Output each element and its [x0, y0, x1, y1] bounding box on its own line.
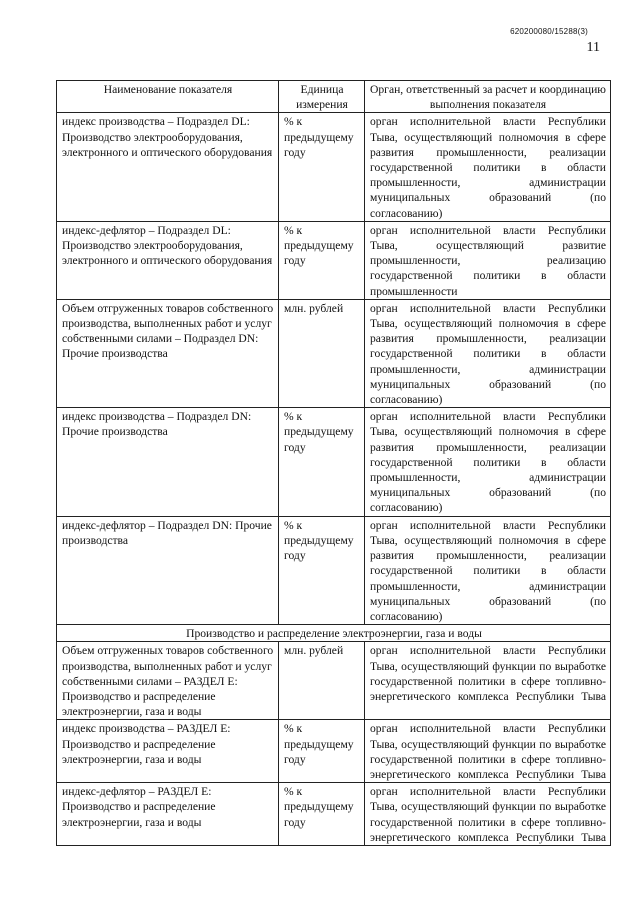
responsible-organ: орган исполнительной власти Республики Тыва, осуществляющий полномочия в сфере развития промышленности, реализации государственной политики в области промышленности, администрации муниципальных образований (по согласованию) [365, 408, 611, 516]
indicator-unit: % к предыдущему году [279, 221, 365, 299]
responsible-organ: орган исполнительной власти Республики Тыва, осуществляющий полномочия в сфере развития промышленности, реализации государственной политики в области промышленности, администрации муниципальных образований (по согласованию) [365, 516, 611, 624]
table-row [57, 221, 611, 299]
responsible-organ: орган исполнительной власти Республики Тыва, осуществляющий функции по выработке государственной политики в сфере топливно-энергетического комплекса Республики Тыва [365, 720, 611, 783]
document-code: 620200080/15288(3) [510, 27, 588, 36]
table-row [57, 408, 611, 516]
section-title: Производство и распределение электроэнергии, газа и воды [57, 625, 611, 642]
table-header-row [57, 81, 611, 113]
column-header-name: Наименование показателя [57, 81, 279, 113]
indicator-unit: % к предыдущему году [279, 113, 365, 221]
indicator-name: индекс производства – Подраздел DN: Прочие производства [57, 408, 279, 516]
section-header-row [57, 625, 611, 642]
indicator-name: индекс производства – РАЗДЕЛ Е: Производство и распределение электроэнергии, газа и воды [57, 720, 279, 783]
table-row [57, 783, 611, 846]
indicator-name: индекс-дефлятор – Подраздел DL: Производство электрооборудования, электронного и оптического оборудования [57, 221, 279, 299]
indicator-name: Объем отгруженных товаров собственного производства, выполненных работ и услуг собственными силами – РАЗДЕЛ Е: Производство и распределение электроэнергии, газа и воды [57, 642, 279, 720]
indicator-name: Объем отгруженных товаров собственного производства, выполненных работ и услуг собственными силами – Подраздел DN: Прочие производства [57, 299, 279, 407]
responsible-organ: орган исполнительной власти Республики Тыва, осуществляющий полномочия в сфере развития промышленности, реализации государственной политики в области промышленности, администрации муниципальных образований (по согласованию) [365, 299, 611, 407]
indicator-unit: % к предыдущему году [279, 720, 365, 783]
indicators-table [56, 80, 611, 846]
indicator-unit: % к предыдущему году [279, 783, 365, 846]
indicator-unit: млн. рублей [279, 642, 365, 720]
indicator-unit: млн. рублей [279, 299, 365, 407]
indicator-unit: % к предыдущему году [279, 516, 365, 624]
responsible-organ: орган исполнительной власти Республики Тыва, осуществляющий функции по выработке государственной политики в сфере топливно-энергетического комплекса Республики Тыва [365, 783, 611, 846]
column-header-organ: Орган, ответственный за расчет и координацию выполнения показателя [365, 81, 611, 113]
indicator-name: индекс-дефлятор – РАЗДЕЛ Е: Производство и распределение электроэнергии, газа и воды [57, 783, 279, 846]
responsible-organ: орган исполнительной власти Республики Тыва, осуществляющий развитие промышленности, реализацию государственной политики в области промышленности [365, 221, 611, 299]
responsible-organ: орган исполнительной власти Республики Тыва, осуществляющий функции по выработке государственной политики в сфере топливно-энергетического комплекса Республики Тыва [365, 642, 611, 720]
column-header-unit: Единица измерения [279, 81, 365, 113]
indicator-name: индекс производства – Подраздел DL: Производство электрооборудования, электронного и оптического оборудования [57, 113, 279, 221]
responsible-organ: орган исполнительной власти Республики Тыва, осуществляющий полномочия в сфере развития промышленности, реализации государственной политики в области промышленности, администрации муниципальных образований (по согласованию) [365, 113, 611, 221]
table-row [57, 642, 611, 720]
table-row [57, 113, 611, 221]
indicator-unit: % к предыдущему году [279, 408, 365, 516]
indicator-name: индекс-дефлятор – Подраздел DN: Прочие производства [57, 516, 279, 624]
table-row [57, 299, 611, 407]
table-row [57, 516, 611, 624]
page-number: 11 [586, 40, 600, 55]
table-row [57, 720, 611, 783]
